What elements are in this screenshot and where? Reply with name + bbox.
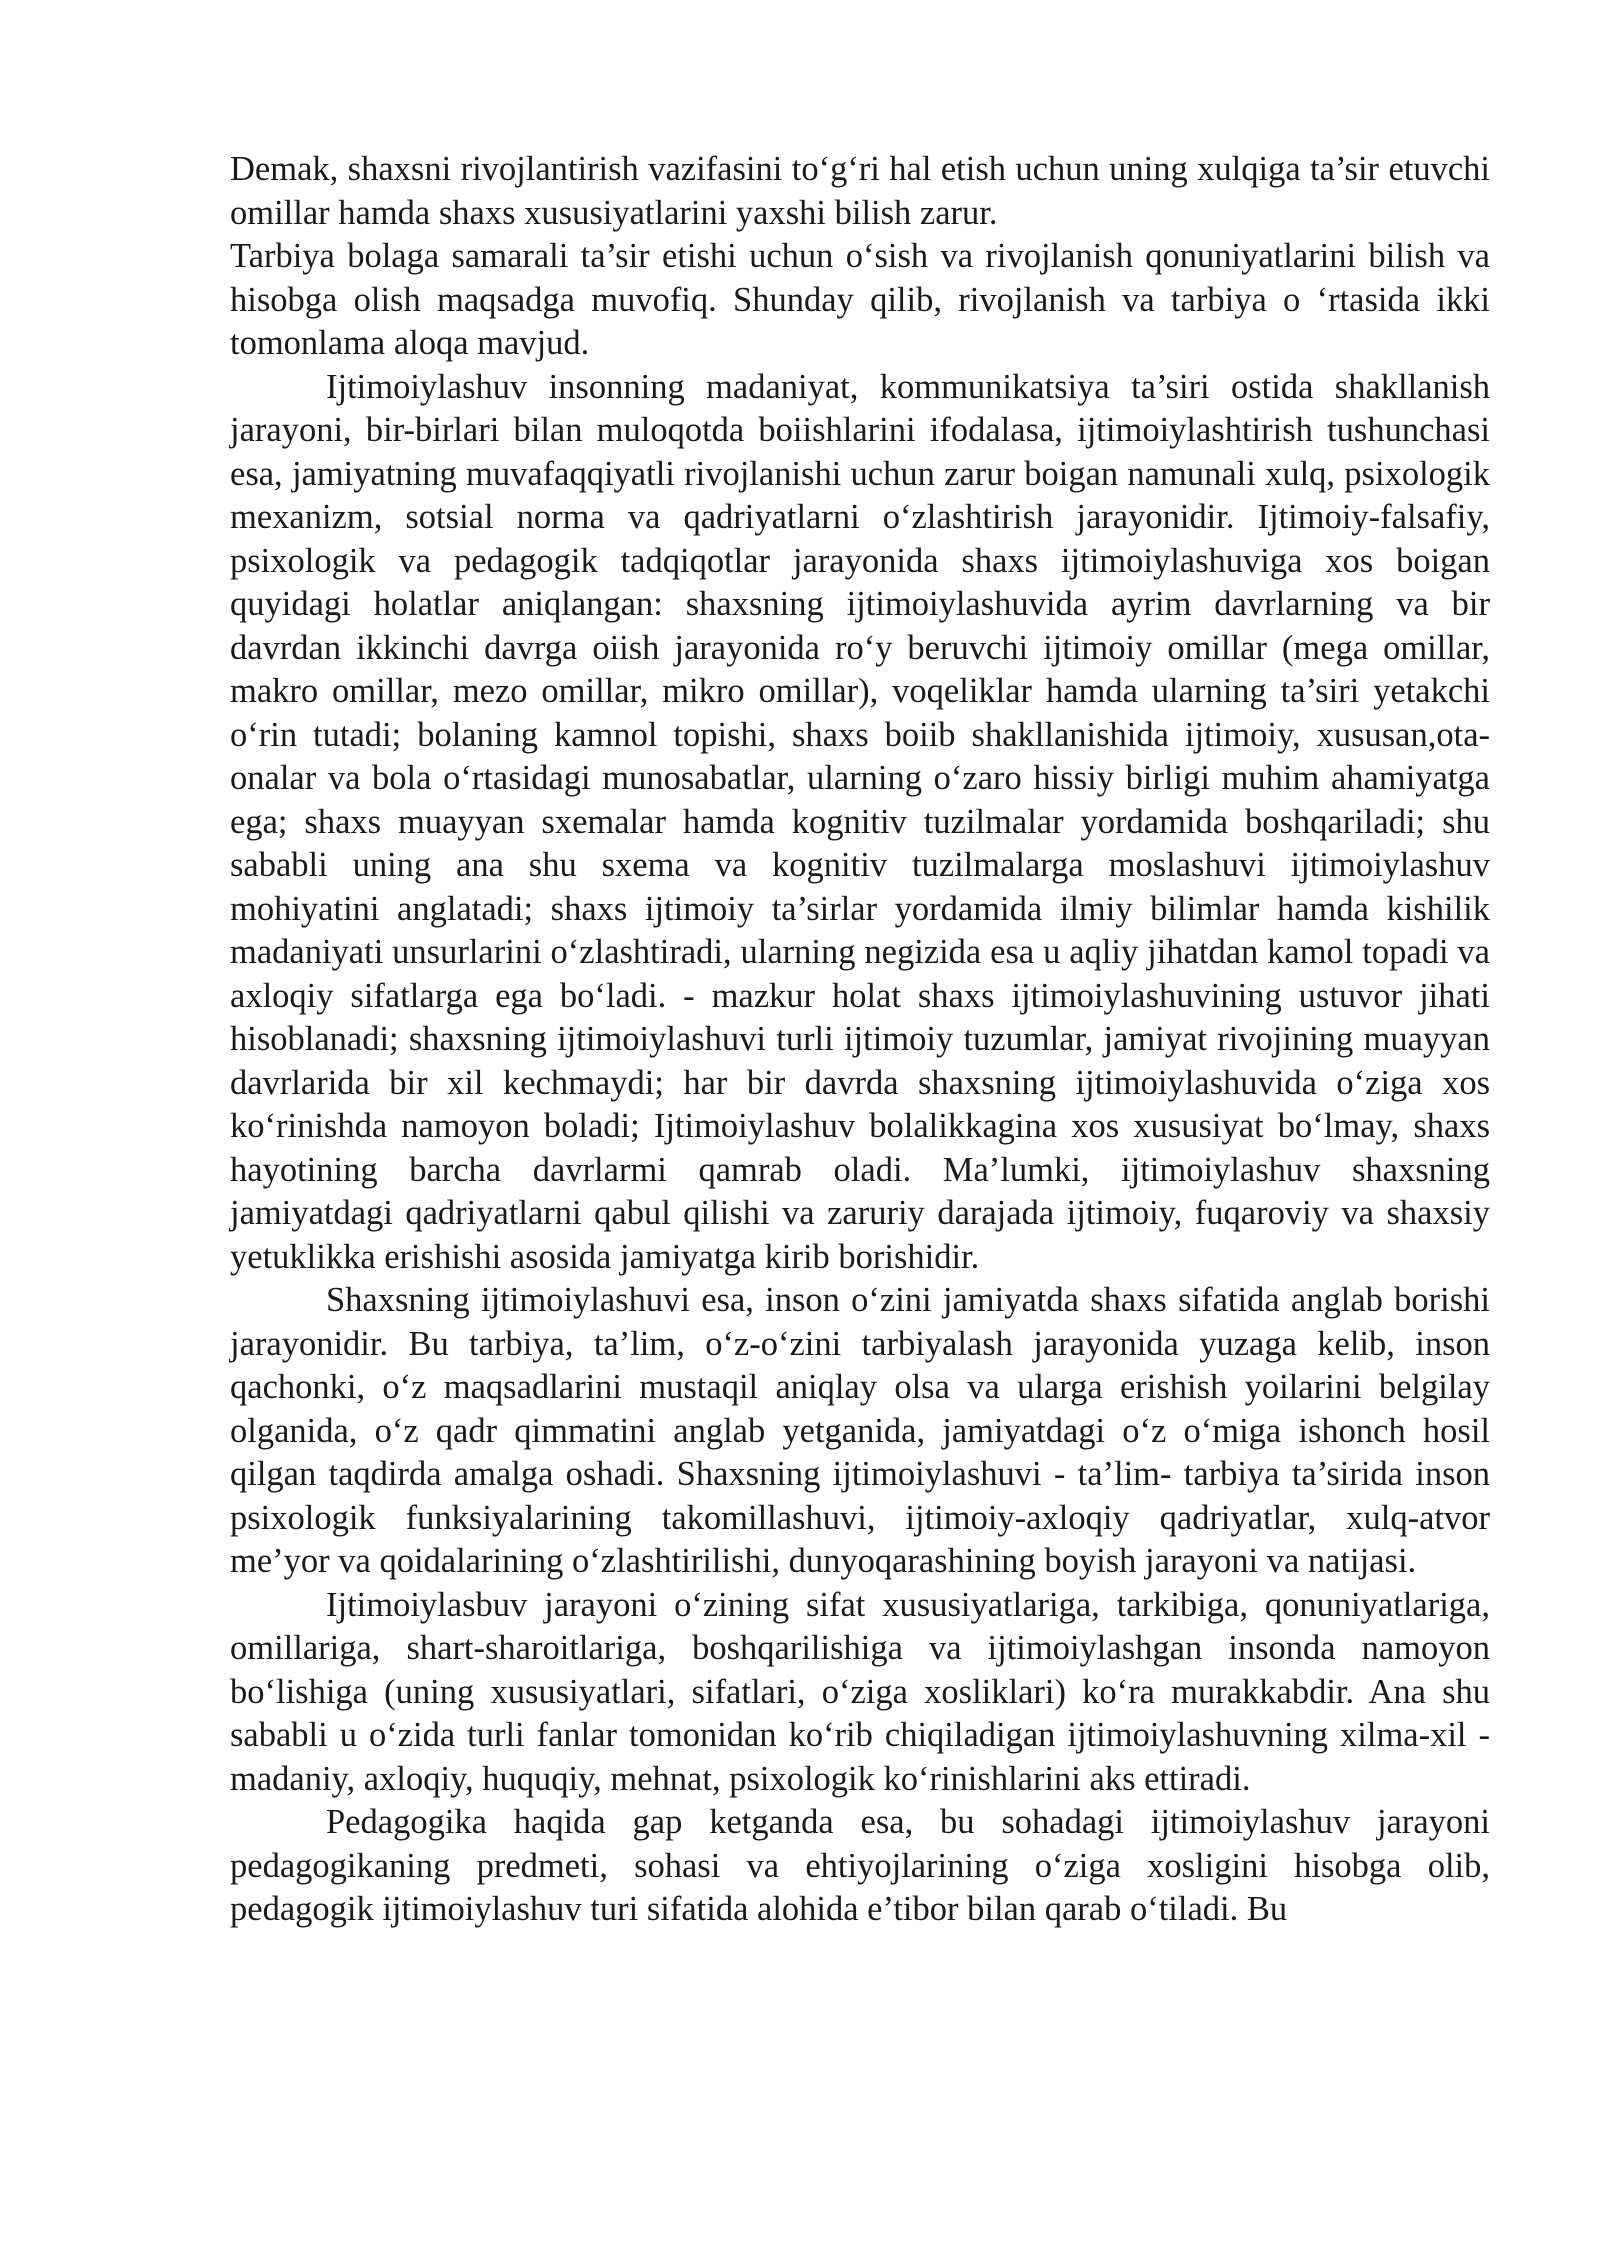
paragraph-2: Tarbiya bolaga samarali ta’sir etishi uchun o‘sish va rivojlanish qonuniyatlarini bilish va hisobga olish maqsadga muvofiq. Shunday qilib, rivojlanish va tarbiya o ‘rtasida ikki tomonlama aloqa mavjud. — [230, 237, 1490, 362]
paragraph-5: Ijtimoiylasbuv jarayoni o‘zining sifat xususiyatlariga, tarkibiga, qonuniyatlariga, omillariga, shart-sharoitlariga, boshqarilishiga va ijtimoiylashgan insonda namoyon bo‘lishiga (uning xususiyatlari, sifatlari, o‘ziga xosliklari) ko‘ra murakkabdir. Ana shu sababli u o‘zida turli fanlar tomonidan ko‘rib chiqiladigan ijtimoiylashuvning xilma-xil - madaniy, axloqiy, huquqiy, mehnat, psixologik ko‘rinishlarini aks ettiradi. — [230, 1585, 1490, 1798]
paragraph-6: Pedagogika haqida gap ketganda esa, bu sohadagi ijtimoiylashuv jarayoni pedagogikaning predmeti, sohasi va ehtiyojlarining o‘ziga xosligini hisobga olib, pedagogik ijtimoiylashuv turi sifatida alohida e’tibor bilan qarab o‘tiladi. Bu — [230, 1803, 1490, 1928]
paragraph-4: Shaxsning ijtimoiylashuvi esa, inson o‘zini jamiyatda shaxs sifatida anglab borishi jarayonidir. Bu tarbiya, ta’lim, o‘z-o‘zini tarbiyalash jarayonida yuzaga kelib, inson qachonki, o‘z maqsadlarini mustaqil aniqlay olsa va ularga erishish yoilarini belgilay olganida, o‘z qadr qimmatini anglab yetganida, jamiyatdagi o‘z o‘miga ishonch hosil qilgan taqdirda amalga oshadi. Shaxsning ijtimoiylashuvi - ta’lim- tarbiya ta’sirida inson psixologik funksiyalarining takomillashuvi, ijtimoiy-axloqiy qadriyatlar, xulq-atvor me’yor va qoidalarining o‘zlashtirilishi, dunyoqarashining boyish jarayoni va natijasi. — [230, 1281, 1490, 1580]
document-page — [230, 148, 1490, 1932]
paragraph-3: Ijtimoiylashuv insonning madaniyat, kommunikatsiya ta’siri ostida shakllanish jarayoni, bir-birlari bilan muloqotda boiishlarini ifodalasa, ijtimoiylashtirish tushunchasi esa, jamiyatning muvafaqqiyatli rivojlanishi uchun zarur boigan namunali xulq, psixologik mexanizm, sotsial norma va qadriyatlarni o‘zlashtirish jarayonidir. Ijtimoiy-falsafiy, psixologik va pedagogik tadqiqotlar jarayonida shaxs ijtimoiylashuviga xos boigan quyidagi holatlar aniqlangan: shaxsning ijtimoiylashuvida ayrim davrlarning va bir davrdan ikkinchi davrga oiish jarayonida ro‘y beruvchi ijtimoiy omillar (mega omillar, makro omillar, mezo omillar, mikro omillar), voqeliklar hamda ularning ta’siri yetakchi o‘rin tutadi; bolaning kamnol topishi, shaxs boiib shakllanishida ijtimoiy, xususan,ota-onalar va bola o‘rtasidagi munosabatlar, ularning o‘zaro hissiy birligi muhim ahamiyatga ega; shaxs muayyan sxemalar hamda kognitiv tuzilmalar yordamida boshqariladi; shu sababli uning ana shu sxema va kognitiv tuzilmalarga moslashuvi ijtimoiylashuv mohiyatini anglatadi; shaxs ijtimoiy ta’sirlar yordamida ilmiy bilimlar hamda kishilik madaniyati unsurlarini o‘zlashtiradi, ularning negizida esa u aqliy jihatdan kamol topadi va axloqiy sifatlarga ega bo‘ladi. - mazkur holat shaxs ijtimoiylashuvining ustuvor jihati hisoblanadi; shaxsning ijtimoiylashuvi turli ijtimoiy tuzumlar, jamiyat rivojining muayyan davrlarida bir xil kechmaydi; har bir davrda shaxsning ijtimoiylashuvida o‘ziga xos ko‘rinishda namoyon boladi; Ijtimoiylashuv bolalikkagina xos xususiyat bo‘lmay, shaxs hayotining barcha davrlarmi qamrab oladi. Ma’lumki, ijtimoiylashuv shaxsning jamiyatdagi qadriyatlarni qabul qilishi va zaruriy darajada ijtimoiy, fuqaroviy va shaxsiy yetuklikka erishishi asosida jamiyatga kirib borishidir. — [230, 367, 1490, 1276]
paragraph-1: Demak, shaxsni rivojlantirish vazifasini to‘g‘ri hal etish uchun uning xulqiga ta’sir etuvchi omillar hamda shaxs xususiyatlarini yaxshi bilish zarur. — [230, 150, 1490, 232]
